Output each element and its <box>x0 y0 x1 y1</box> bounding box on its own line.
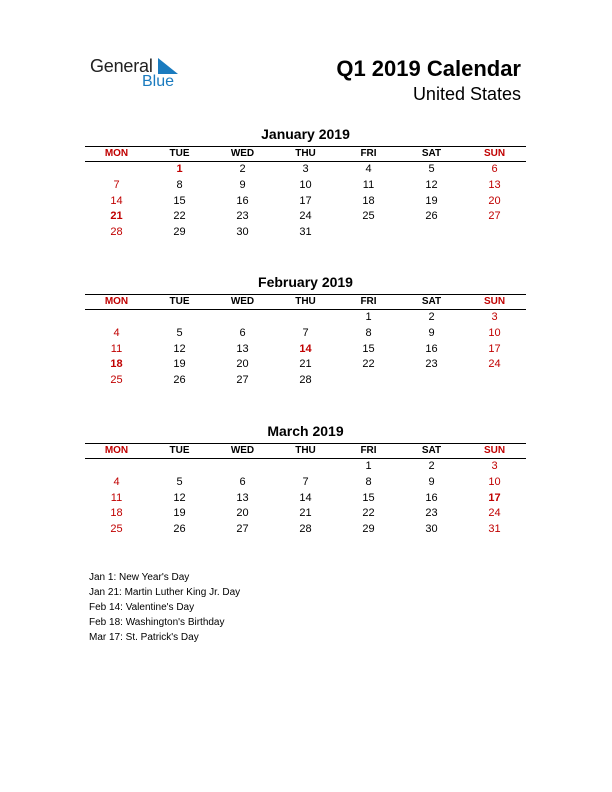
day-cell: 12 <box>173 342 186 355</box>
week-row <box>85 178 526 194</box>
weekday-header-thu: THU <box>295 148 316 159</box>
day-cell: 22 <box>173 210 186 223</box>
day-cell: 2 <box>428 460 435 472</box>
day-cell: 30 <box>425 523 438 536</box>
day-cell: 27 <box>236 523 249 536</box>
week-row <box>85 522 526 538</box>
brand-triangle-icon <box>158 58 178 74</box>
day-cell: 10 <box>299 178 312 191</box>
day-cell: 2 <box>239 163 246 175</box>
day-cell: 11 <box>110 491 123 504</box>
day-cell: 9 <box>428 326 435 339</box>
day-cell: 15 <box>173 194 186 207</box>
weekday-header-row <box>85 295 526 310</box>
day-cell: 2 <box>428 311 435 323</box>
day-cell: 1 <box>365 460 372 472</box>
week-row <box>85 310 526 326</box>
month-title: February 2019 <box>258 274 353 290</box>
day-cell: 7 <box>113 178 120 191</box>
day-cell: 24 <box>488 507 501 520</box>
holiday-entry: Feb 14: Valentine's Day <box>89 602 195 613</box>
week-row <box>85 491 526 507</box>
week-row <box>85 357 526 373</box>
day-cell: 23 <box>425 358 438 371</box>
week-row <box>85 373 526 389</box>
day-cell: 5 <box>176 326 183 339</box>
day-cell: 4 <box>113 326 120 339</box>
day-cell: 9 <box>428 475 435 488</box>
day-cell: 1 <box>365 311 372 323</box>
day-cell: 23 <box>425 507 438 520</box>
weekday-header-mon: MON <box>104 445 129 456</box>
week-row <box>85 194 526 210</box>
day-cell: 24 <box>488 358 501 371</box>
day-cell: 27 <box>236 374 249 387</box>
day-cell: 15 <box>362 342 375 355</box>
day-cell: 26 <box>173 523 186 536</box>
holiday-list <box>89 570 240 645</box>
day-cell: 21 <box>110 210 123 223</box>
weekday-header-mon: MON <box>104 296 129 307</box>
weekday-header-fri: FRI <box>360 296 377 307</box>
day-cell: 6 <box>491 163 498 175</box>
week-row <box>85 162 526 178</box>
day-cell: 11 <box>362 178 375 191</box>
brand-word-blue: Blue <box>142 73 175 90</box>
day-cell: 29 <box>173 226 186 239</box>
day-cell: 5 <box>176 475 183 488</box>
weekday-header-wed: WED <box>230 148 255 159</box>
empty-day-cell <box>85 310 148 326</box>
empty-day-cell <box>85 459 148 475</box>
week-row <box>85 459 526 475</box>
weekday-header-row <box>85 444 526 459</box>
day-cell: 18 <box>110 358 123 371</box>
day-cell: 6 <box>239 326 246 339</box>
day-cell: 28 <box>299 523 312 536</box>
empty-day-cell <box>148 459 211 475</box>
weekday-header-sat: SAT <box>421 445 442 456</box>
day-cell: 24 <box>299 210 312 223</box>
day-cell: 3 <box>302 163 309 175</box>
day-cell: 21 <box>299 507 312 520</box>
week-row <box>85 342 526 358</box>
weekday-header-thu: THU <box>295 296 316 307</box>
weekday-header-wed: WED <box>230 296 255 307</box>
month-march <box>85 422 526 538</box>
day-cell: 25 <box>110 374 123 387</box>
week-row <box>85 326 526 342</box>
week-row <box>85 209 526 225</box>
day-cell: 8 <box>365 326 372 339</box>
day-cell: 12 <box>425 178 438 191</box>
day-cell: 19 <box>173 507 186 520</box>
weekday-header-fri: FRI <box>360 148 377 159</box>
day-cell: 20 <box>236 507 249 520</box>
empty-day-cell <box>211 310 274 326</box>
day-cell: 4 <box>365 163 372 175</box>
empty-day-cell <box>148 310 211 326</box>
day-cell: 7 <box>302 326 309 339</box>
empty-day-cell <box>400 225 463 241</box>
month-title: March 2019 <box>267 423 344 439</box>
day-cell: 31 <box>299 226 312 239</box>
day-cell: 6 <box>239 475 246 488</box>
day-cell: 23 <box>236 210 249 223</box>
day-cell: 11 <box>110 342 123 355</box>
day-cell: 7 <box>302 475 309 488</box>
day-cell: 22 <box>362 507 375 520</box>
day-cell: 17 <box>488 342 501 355</box>
day-cell: 28 <box>299 374 312 387</box>
day-cell: 27 <box>488 210 501 223</box>
weekday-header-tue: TUE <box>169 445 190 456</box>
empty-day-cell <box>274 459 337 475</box>
page-subtitle: United States <box>412 84 521 104</box>
day-cell: 4 <box>113 475 120 488</box>
brand-logo <box>90 56 200 96</box>
day-cell: 16 <box>236 194 249 207</box>
week-row <box>85 506 526 522</box>
month-january <box>85 125 526 241</box>
day-cell: 20 <box>236 358 249 371</box>
day-cell: 25 <box>110 523 123 536</box>
day-cell: 26 <box>425 210 438 223</box>
weekday-header-sat: SAT <box>421 296 442 307</box>
day-cell: 3 <box>491 311 498 323</box>
day-cell: 9 <box>239 178 246 191</box>
day-cell: 14 <box>110 194 123 207</box>
day-cell: 20 <box>488 194 501 207</box>
empty-day-cell <box>463 373 526 389</box>
weekday-header-tue: TUE <box>169 296 190 307</box>
weekday-header-tue: TUE <box>169 148 190 159</box>
day-cell: 21 <box>299 358 312 371</box>
day-cell: 18 <box>362 194 375 207</box>
day-cell: 26 <box>173 374 186 387</box>
empty-day-cell <box>85 162 148 178</box>
weekday-header-row <box>85 147 526 162</box>
day-cell: 13 <box>236 491 249 504</box>
empty-day-cell <box>274 310 337 326</box>
weekday-header-wed: WED <box>230 445 255 456</box>
empty-day-cell <box>463 225 526 241</box>
day-cell: 25 <box>362 210 375 223</box>
empty-day-cell <box>211 459 274 475</box>
weekday-header-sun: SUN <box>483 445 506 456</box>
empty-day-cell <box>337 373 400 389</box>
empty-day-cell <box>400 373 463 389</box>
page-title: Q1 2019 Calendar <box>336 56 521 81</box>
day-cell: 16 <box>425 342 438 355</box>
day-cell: 18 <box>110 507 123 520</box>
day-cell: 3 <box>491 460 498 472</box>
weekday-header-mon: MON <box>104 148 129 159</box>
day-cell: 14 <box>299 342 312 355</box>
day-cell: 30 <box>236 226 249 239</box>
day-cell: 16 <box>425 491 438 504</box>
day-cell: 17 <box>488 491 501 504</box>
day-cell: 14 <box>299 491 312 504</box>
month-february <box>85 273 526 389</box>
month-title: January 2019 <box>261 126 350 142</box>
day-cell: 19 <box>173 358 186 371</box>
day-cell: 8 <box>365 475 372 488</box>
weekday-header-fri: FRI <box>360 445 377 456</box>
day-cell: 5 <box>428 163 435 175</box>
day-cell: 31 <box>488 523 501 536</box>
holiday-entry: Jan 1: New Year's Day <box>89 572 190 583</box>
week-row <box>85 475 526 491</box>
day-cell: 1 <box>176 163 183 175</box>
weekday-header-sun: SUN <box>483 296 506 307</box>
brand-word-general: General <box>90 56 153 76</box>
weekday-header-sun: SUN <box>483 148 506 159</box>
day-cell: 28 <box>110 226 123 239</box>
holiday-entry: Feb 18: Washington's Birthday <box>89 617 225 628</box>
weekday-header-sat: SAT <box>421 148 442 159</box>
day-cell: 22 <box>362 358 375 371</box>
day-cell: 19 <box>425 194 438 207</box>
day-cell: 17 <box>299 194 312 207</box>
week-row <box>85 225 526 241</box>
day-cell: 10 <box>488 326 501 339</box>
day-cell: 15 <box>362 491 375 504</box>
holiday-entry: Jan 21: Martin Luther King Jr. Day <box>89 587 241 598</box>
day-cell: 10 <box>488 475 501 488</box>
day-cell: 13 <box>236 342 249 355</box>
day-cell: 29 <box>362 523 375 536</box>
day-cell: 8 <box>176 178 183 191</box>
day-cell: 13 <box>488 178 501 191</box>
holiday-entry: Mar 17: St. Patrick's Day <box>89 632 199 643</box>
weekday-header-thu: THU <box>295 445 316 456</box>
empty-day-cell <box>337 225 400 241</box>
day-cell: 12 <box>173 491 186 504</box>
